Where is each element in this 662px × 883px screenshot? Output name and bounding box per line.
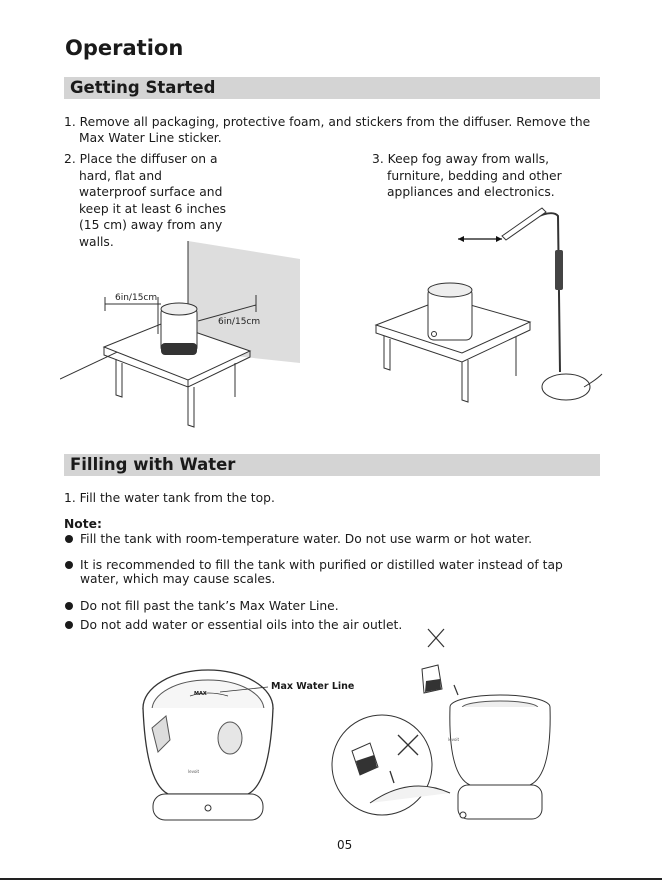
diffuser-away-from-lamp-illustration	[370, 200, 610, 440]
note-bullet-continuation: water, which may cause scales.	[80, 572, 276, 586]
page-title: Operation	[65, 36, 184, 60]
step-2-line: 2. Place the diffuser on a	[64, 152, 218, 166]
step-3-line: appliances and electronics.	[387, 185, 555, 199]
step-3-line: furniture, bedding and other	[387, 168, 562, 183]
do-not-pour-outlet-illustration	[330, 625, 560, 840]
note-bullet: Do not fill past the tank’s Max Water Line.	[80, 599, 339, 613]
note-bullet: Fill the tank with room-temperature water. Do not use warm or hot water.	[80, 532, 533, 546]
brand-label: levoit	[188, 769, 200, 774]
step-1-line-1: 1. Remove all packaging, protective foam, and stickers from the diffuser. Remove the	[64, 115, 591, 129]
max-water-line-callout: Max Water Line	[271, 681, 355, 692]
step-3-line: 3. Keep fog away from walls,	[372, 152, 550, 166]
open-tank-illustration	[138, 658, 278, 828]
section-header-getting-started	[64, 77, 600, 99]
note-bullet: Do not add water or essential oils into the air outlet.	[80, 618, 403, 632]
note-label: Note:	[64, 517, 102, 531]
page-number: 05	[337, 838, 353, 852]
step-2-line: waterproof surface and	[79, 185, 223, 199]
section-title: Filling with Water	[70, 455, 236, 474]
step-2-line: keep it at least 6 inches	[79, 201, 227, 216]
step-2-line: (15 cm) away from any	[79, 218, 223, 232]
dimension-label-right: 6in/15cm	[218, 317, 261, 327]
step-1-line-2: Max Water Line sticker.	[79, 131, 222, 145]
step-2-line: hard, flat and	[79, 168, 162, 183]
dimension-label-left: 6in/15cm	[115, 293, 158, 303]
diffuser-near-wall-illustration	[60, 235, 320, 435]
note-bullet: It is recommended to fill the tank with purified or distilled water instead of tap	[80, 558, 563, 572]
section-title: Getting Started	[70, 78, 216, 97]
step-3-text	[372, 151, 602, 201]
filling-step-1: 1. Fill the water tank from the top.	[64, 491, 275, 505]
max-mark: MAX	[194, 691, 207, 697]
step-2-line: walls.	[79, 234, 114, 249]
page-bottom-rule	[0, 878, 662, 880]
section-header-filling-with-water	[64, 454, 600, 476]
brand-label: levoit	[448, 737, 460, 742]
